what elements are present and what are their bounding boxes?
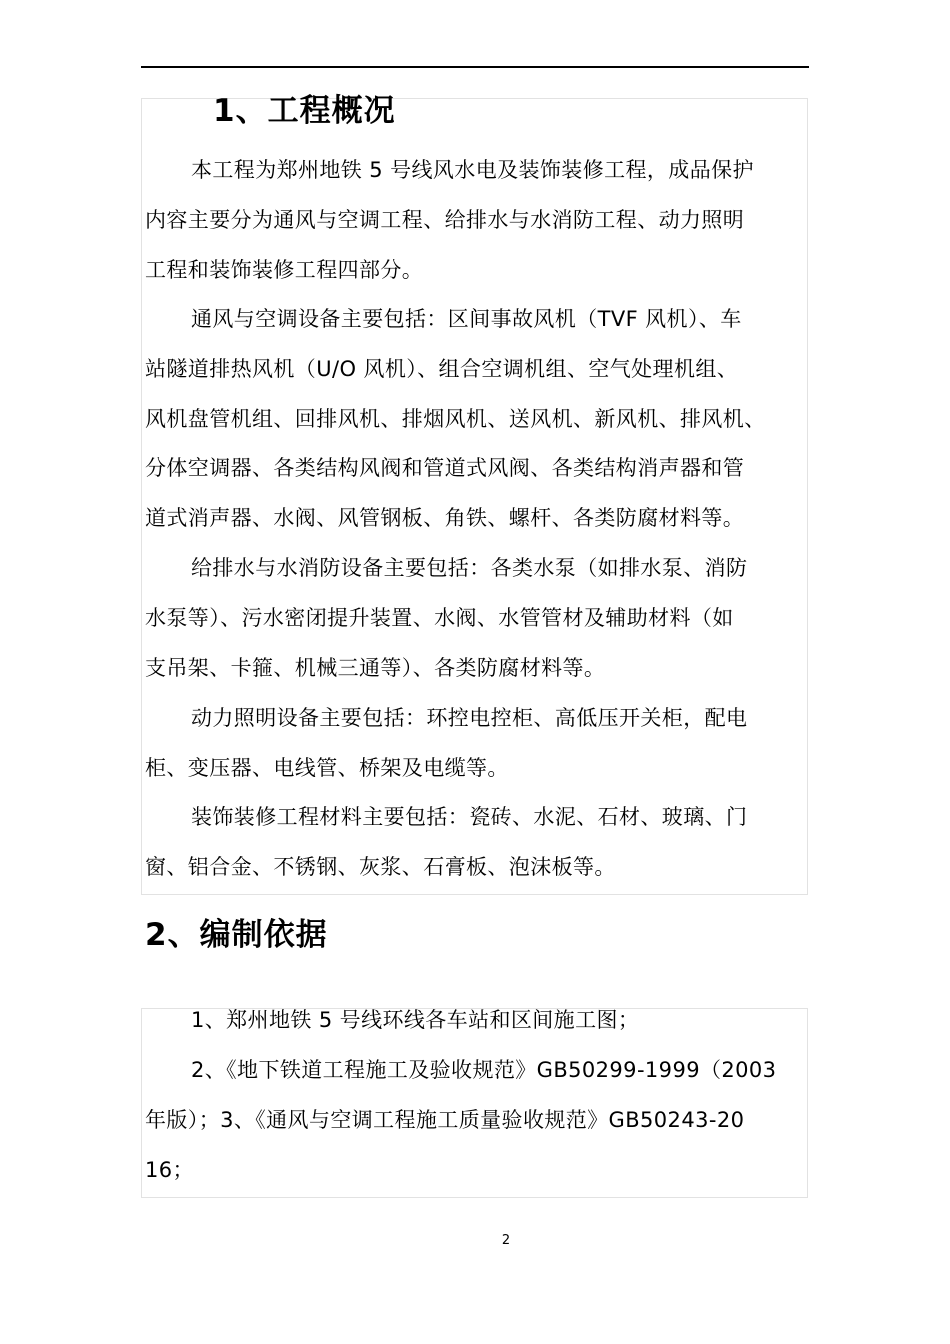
text-line: 风机盘管机组、回排风机、排烟风机、送风机、新风机、排风机、 xyxy=(145,406,766,431)
text-line: 16； xyxy=(145,1157,194,1182)
text-line: 工程和装饰装修工程四部分。 xyxy=(145,257,424,282)
text-line: 通风与空调设备主要包括：区间事故风机（TVF 风机）、车 xyxy=(191,307,742,331)
section1-paragraph-hvac xyxy=(145,295,825,544)
text-line: 支吊架、卡箍、机械三通等）、各类防腐材料等。 xyxy=(145,655,606,680)
text-line: 1、郑州地铁 5 号线环线各车站和区间施工图； xyxy=(191,1008,640,1032)
section2-item-drawings xyxy=(145,996,825,1046)
section1-heading: 1、工程概况 xyxy=(213,93,396,129)
section1-paragraph-overview xyxy=(145,146,825,295)
text-line: 水泵等）、污水密闭提升装置、水阀、水管管材及辅助材料（如 xyxy=(145,605,734,630)
section1-paragraph-power-lighting xyxy=(145,694,825,794)
section2-item-standards xyxy=(145,1046,825,1195)
text-line: 柜、变压器、电线管、桥架及电缆等。 xyxy=(145,755,509,780)
text-line: 窗、铝合金、不锈钢、灰浆、石膏板、泡沫板等。 xyxy=(145,854,616,879)
text-line: 道式消声器、水阀、风管钢板、角铁、螺杆、各类防腐材料等。 xyxy=(145,506,745,531)
text-line: 内容主要分为通风与空调工程、给排水与水消防工程、动力照明 xyxy=(145,207,745,232)
text-line: 动力照明设备主要包括：环控电控柜、高低压开关柜，配电 xyxy=(191,706,748,730)
text-line: 本工程为郑州地铁 5 号线风水电及装饰装修工程，成品保护 xyxy=(191,158,754,182)
section1-paragraph-plumbing xyxy=(145,544,825,693)
section2-heading: 2、编制依据 xyxy=(145,917,328,953)
header-rule xyxy=(141,66,809,68)
section1-paragraph-decoration xyxy=(145,793,825,893)
text-line: 给排水与水消防设备主要包括：各类水泵（如排水泵、消防 xyxy=(191,556,748,580)
text-line: 装饰装修工程材料主要包括：瓷砖、水泥、石材、玻璃、门 xyxy=(191,805,748,829)
text-line: 分体空调器、各类结构风阀和管道式风阀、各类结构消声器和管 xyxy=(145,456,745,481)
text-line: 年版）；3、《通风与空调工程施工质量验收规范》GB50243-20 xyxy=(145,1107,745,1132)
text-line: 站隧道排热风机（U/O 风机）、组合空调机组、空气处理机组、 xyxy=(145,356,739,381)
text-line: 2、《地下铁道工程施工及验收规范》GB50299-1999（2003 xyxy=(191,1058,777,1082)
page-number: 2 xyxy=(501,1233,511,1248)
